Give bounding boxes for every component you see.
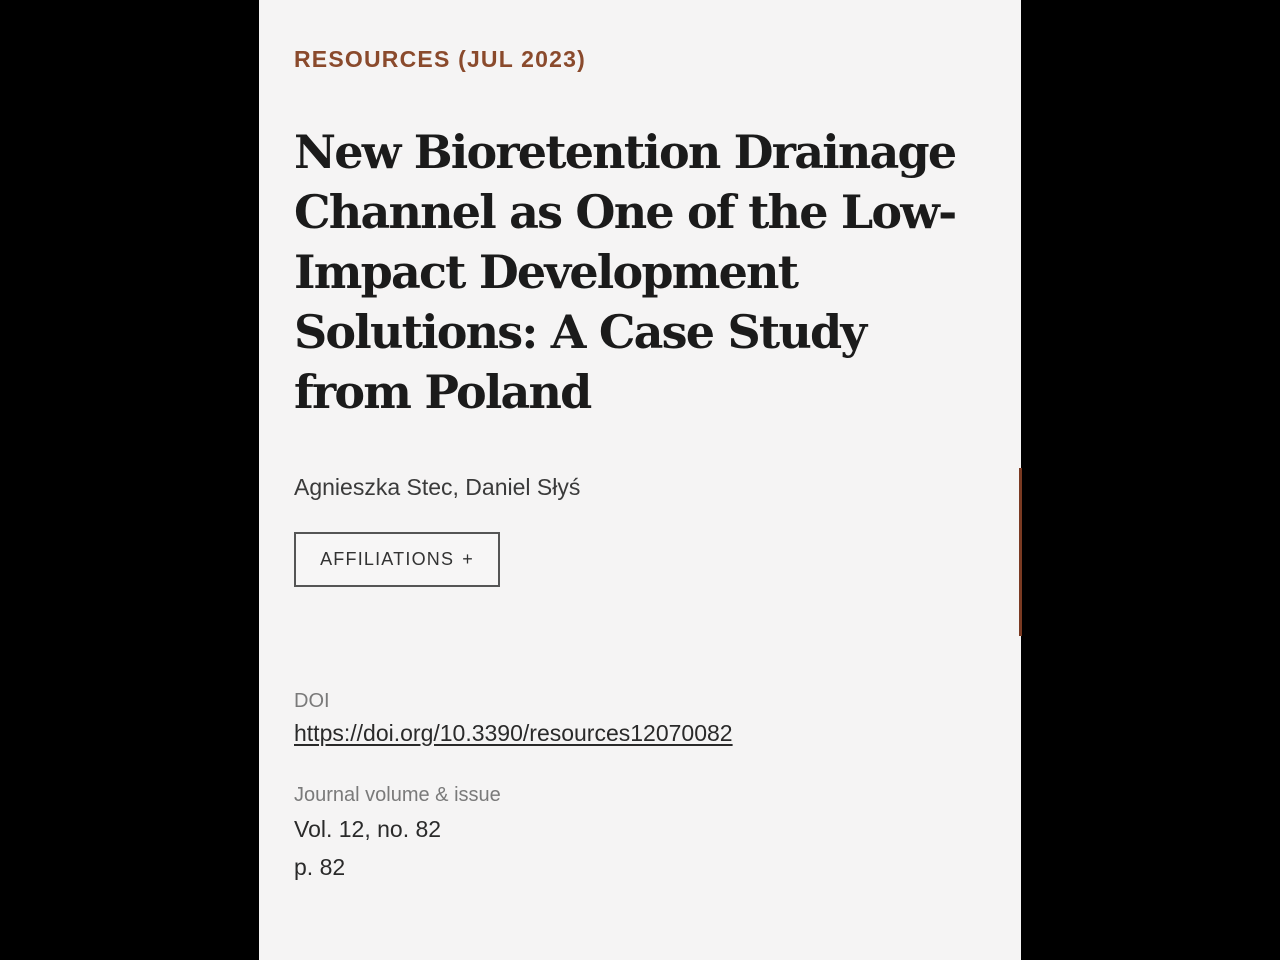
- journal-kicker: RESOURCES (JUL 2023): [294, 46, 586, 72]
- affiliations-label: AFFILIATIONS: [320, 549, 455, 569]
- plus-icon: +: [462, 549, 474, 569]
- journal-volume-label: Journal volume & issue: [294, 784, 501, 806]
- article-page: [259, 0, 1021, 960]
- article-authors: Agnieszka Stec, Daniel Słyś: [294, 474, 581, 500]
- article-title: New Bioretention Drainage Channel as One of the Low-Impact Development Solutions: A Case Study from Poland: [294, 125, 956, 419]
- doi-link[interactable]: https://doi.org/10.3390/resources12070082: [294, 720, 733, 746]
- journal-volume-issue: Vol. 12, no. 82: [294, 816, 442, 842]
- doi-label: DOI: [294, 690, 330, 712]
- journal-pages: p. 82: [294, 854, 346, 880]
- affiliations-button[interactable]: [294, 532, 500, 587]
- scroll-indicator: [1019, 468, 1022, 636]
